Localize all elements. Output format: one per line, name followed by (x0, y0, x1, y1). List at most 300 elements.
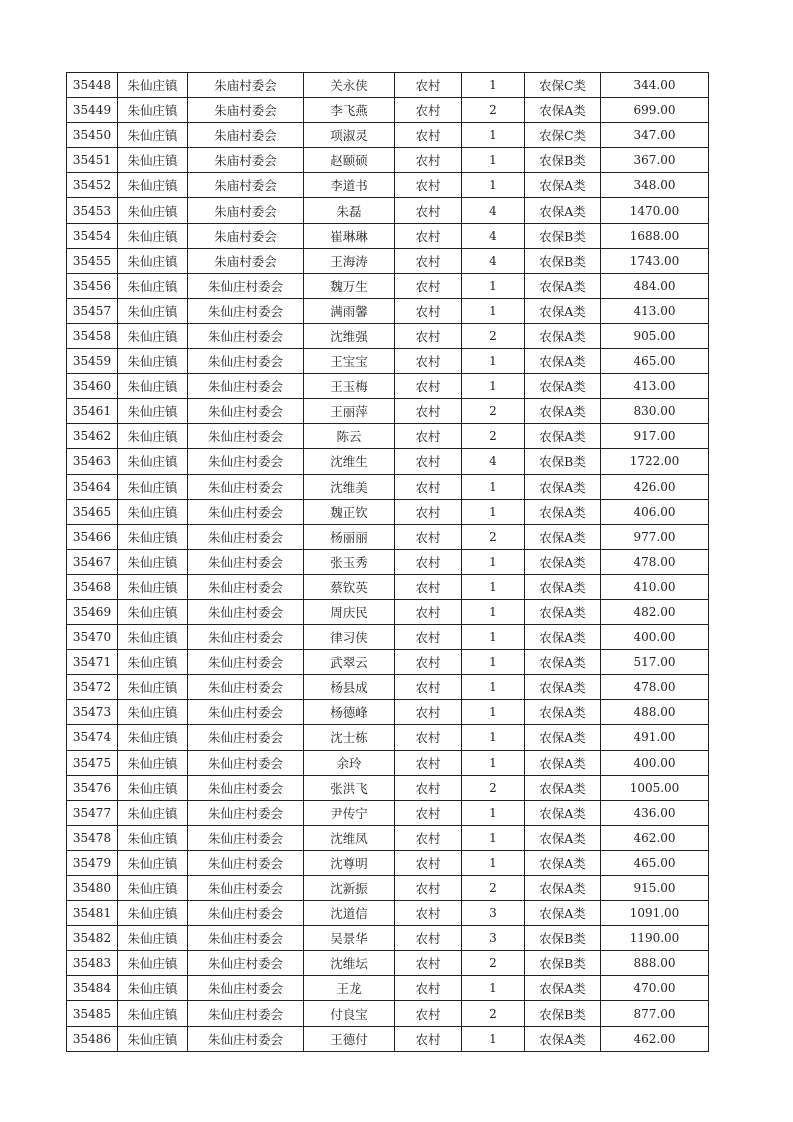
cell-household-count: 1 (462, 349, 525, 374)
cell-amount: 1470.00 (601, 198, 709, 223)
cell-insurance-class: 农保A类 (525, 750, 601, 775)
cell-town: 朱仙庄镇 (118, 98, 188, 123)
table-row (67, 349, 709, 374)
cell-village: 朱仙庄村委会 (188, 599, 304, 624)
cell-id: 35457 (67, 298, 118, 323)
cell-village: 朱仙庄村委会 (188, 574, 304, 599)
cell-village: 朱仙庄村委会 (188, 474, 304, 499)
table-row (67, 850, 709, 875)
cell-name: 蔡钦英 (304, 574, 395, 599)
cell-id: 35471 (67, 650, 118, 675)
cell-insurance-class: 农保B类 (525, 248, 601, 273)
cell-amount: 1091.00 (601, 901, 709, 926)
cell-village: 朱仙庄村委会 (188, 273, 304, 298)
cell-amount: 905.00 (601, 323, 709, 348)
cell-id: 35464 (67, 474, 118, 499)
cell-name: 沈维凤 (304, 825, 395, 850)
cell-name: 王海涛 (304, 248, 395, 273)
cell-household-count: 1 (462, 574, 525, 599)
cell-town: 朱仙庄镇 (118, 73, 188, 98)
cell-area: 农村 (395, 675, 462, 700)
cell-household-count: 1 (462, 750, 525, 775)
cell-village: 朱仙庄村委会 (188, 976, 304, 1001)
cell-insurance-class: 农保A类 (525, 173, 601, 198)
cell-amount: 977.00 (601, 524, 709, 549)
cell-insurance-class: 农保A类 (525, 775, 601, 800)
table-row (67, 599, 709, 624)
cell-area: 农村 (395, 323, 462, 348)
cell-town: 朱仙庄镇 (118, 725, 188, 750)
cell-household-count: 1 (462, 976, 525, 1001)
cell-village: 朱仙庄村委会 (188, 499, 304, 524)
cell-amount: 462.00 (601, 825, 709, 850)
cell-village: 朱仙庄村委会 (188, 374, 304, 399)
cell-village: 朱庙村委会 (188, 123, 304, 148)
cell-insurance-class: 农保A类 (525, 650, 601, 675)
cell-household-count: 2 (462, 876, 525, 901)
cell-household-count: 2 (462, 399, 525, 424)
cell-household-count: 1 (462, 298, 525, 323)
cell-id: 35462 (67, 424, 118, 449)
cell-village: 朱庙村委会 (188, 248, 304, 273)
cell-insurance-class: 农保A类 (525, 424, 601, 449)
table-row (67, 800, 709, 825)
cell-town: 朱仙庄镇 (118, 1026, 188, 1051)
cell-name: 魏万生 (304, 273, 395, 298)
cell-household-count: 2 (462, 524, 525, 549)
cell-area: 农村 (395, 248, 462, 273)
cell-amount: 367.00 (601, 148, 709, 173)
cell-id: 35479 (67, 850, 118, 875)
cell-area: 农村 (395, 650, 462, 675)
cell-insurance-class: 农保A类 (525, 976, 601, 1001)
cell-household-count: 1 (462, 73, 525, 98)
cell-amount: 1005.00 (601, 775, 709, 800)
cell-town: 朱仙庄镇 (118, 424, 188, 449)
cell-area: 农村 (395, 173, 462, 198)
cell-area: 农村 (395, 1001, 462, 1026)
cell-household-count: 1 (462, 650, 525, 675)
cell-name: 沈维强 (304, 323, 395, 348)
cell-name: 周庆民 (304, 599, 395, 624)
cell-insurance-class: 农保A类 (525, 825, 601, 850)
cell-town: 朱仙庄镇 (118, 449, 188, 474)
cell-insurance-class: 农保A类 (525, 625, 601, 650)
cell-village: 朱仙庄村委会 (188, 725, 304, 750)
cell-insurance-class: 农保A类 (525, 675, 601, 700)
cell-area: 农村 (395, 148, 462, 173)
table-row (67, 474, 709, 499)
cell-amount: 488.00 (601, 700, 709, 725)
cell-amount: 406.00 (601, 499, 709, 524)
cell-amount: 413.00 (601, 374, 709, 399)
cell-amount: 484.00 (601, 273, 709, 298)
cell-village: 朱仙庄村委会 (188, 524, 304, 549)
cell-town: 朱仙庄镇 (118, 499, 188, 524)
cell-household-count: 1 (462, 273, 525, 298)
cell-amount: 517.00 (601, 650, 709, 675)
cell-village: 朱仙庄村委会 (188, 775, 304, 800)
cell-name: 沈士栋 (304, 725, 395, 750)
cell-household-count: 1 (462, 625, 525, 650)
cell-town: 朱仙庄镇 (118, 850, 188, 875)
cell-town: 朱仙庄镇 (118, 474, 188, 499)
cell-household-count: 2 (462, 775, 525, 800)
cell-amount: 877.00 (601, 1001, 709, 1026)
table-body (67, 73, 709, 1052)
table-row (67, 549, 709, 574)
cell-town: 朱仙庄镇 (118, 750, 188, 775)
cell-id: 35455 (67, 248, 118, 273)
cell-id: 35449 (67, 98, 118, 123)
cell-household-count: 1 (462, 474, 525, 499)
table-row (67, 223, 709, 248)
cell-village: 朱仙庄村委会 (188, 323, 304, 348)
table-row (67, 98, 709, 123)
cell-id: 35467 (67, 549, 118, 574)
cell-amount: 470.00 (601, 976, 709, 1001)
cell-name: 余玲 (304, 750, 395, 775)
cell-name: 崔琳琳 (304, 223, 395, 248)
cell-area: 农村 (395, 549, 462, 574)
cell-id: 35474 (67, 725, 118, 750)
cell-insurance-class: 农保A类 (525, 273, 601, 298)
cell-id: 35466 (67, 524, 118, 549)
table-row (67, 976, 709, 1001)
cell-household-count: 1 (462, 675, 525, 700)
cell-village: 朱仙庄村委会 (188, 901, 304, 926)
cell-id: 35465 (67, 499, 118, 524)
cell-insurance-class: 农保A类 (525, 524, 601, 549)
cell-insurance-class: 农保A类 (525, 98, 601, 123)
cell-village: 朱仙庄村委会 (188, 424, 304, 449)
cell-amount: 491.00 (601, 725, 709, 750)
cell-id: 35461 (67, 399, 118, 424)
cell-town: 朱仙庄镇 (118, 825, 188, 850)
cell-amount: 436.00 (601, 800, 709, 825)
cell-village: 朱仙庄村委会 (188, 951, 304, 976)
cell-town: 朱仙庄镇 (118, 173, 188, 198)
cell-town: 朱仙庄镇 (118, 650, 188, 675)
cell-household-count: 1 (462, 374, 525, 399)
cell-village: 朱仙庄村委会 (188, 675, 304, 700)
cell-id: 35463 (67, 449, 118, 474)
cell-insurance-class: 农保B类 (525, 926, 601, 951)
cell-amount: 915.00 (601, 876, 709, 901)
cell-amount: 478.00 (601, 675, 709, 700)
table-row (67, 901, 709, 926)
table-row (67, 148, 709, 173)
cell-area: 农村 (395, 775, 462, 800)
cell-amount: 426.00 (601, 474, 709, 499)
cell-area: 农村 (395, 123, 462, 148)
cell-village: 朱庙村委会 (188, 73, 304, 98)
cell-town: 朱仙庄镇 (118, 901, 188, 926)
cell-area: 农村 (395, 374, 462, 399)
cell-name: 王龙 (304, 976, 395, 1001)
cell-household-count: 2 (462, 98, 525, 123)
cell-name: 张洪飞 (304, 775, 395, 800)
table-row (67, 1001, 709, 1026)
cell-town: 朱仙庄镇 (118, 800, 188, 825)
cell-amount: 482.00 (601, 599, 709, 624)
cell-id: 35486 (67, 1026, 118, 1051)
cell-amount: 830.00 (601, 399, 709, 424)
cell-id: 35459 (67, 349, 118, 374)
cell-area: 农村 (395, 474, 462, 499)
cell-id: 35481 (67, 901, 118, 926)
cell-insurance-class: 农保A类 (525, 399, 601, 424)
table-row (67, 951, 709, 976)
cell-name: 杨丽丽 (304, 524, 395, 549)
cell-village: 朱庙村委会 (188, 148, 304, 173)
cell-household-count: 2 (462, 951, 525, 976)
cell-name: 李道书 (304, 173, 395, 198)
cell-insurance-class: 农保A类 (525, 599, 601, 624)
cell-village: 朱庙村委会 (188, 198, 304, 223)
cell-area: 农村 (395, 825, 462, 850)
cell-insurance-class: 农保A类 (525, 876, 601, 901)
cell-area: 农村 (395, 850, 462, 875)
cell-village: 朱仙庄村委会 (188, 625, 304, 650)
cell-area: 农村 (395, 951, 462, 976)
cell-insurance-class: 农保B类 (525, 148, 601, 173)
cell-insurance-class: 农保A类 (525, 474, 601, 499)
cell-area: 农村 (395, 800, 462, 825)
cell-name: 尹传宁 (304, 800, 395, 825)
cell-id: 35456 (67, 273, 118, 298)
cell-town: 朱仙庄镇 (118, 248, 188, 273)
cell-village: 朱仙庄村委会 (188, 800, 304, 825)
table-row (67, 323, 709, 348)
table-row (67, 374, 709, 399)
cell-insurance-class: 农保A类 (525, 549, 601, 574)
cell-id: 35454 (67, 223, 118, 248)
cell-id: 35452 (67, 173, 118, 198)
cell-insurance-class: 农保C类 (525, 123, 601, 148)
table-row (67, 198, 709, 223)
table-row (67, 173, 709, 198)
cell-name: 项淑灵 (304, 123, 395, 148)
cell-insurance-class: 农保A类 (525, 1026, 601, 1051)
cell-id: 35448 (67, 73, 118, 98)
cell-name: 沈尊明 (304, 850, 395, 875)
cell-name: 沈维美 (304, 474, 395, 499)
cell-household-count: 2 (462, 323, 525, 348)
cell-town: 朱仙庄镇 (118, 926, 188, 951)
table-row (67, 876, 709, 901)
cell-id: 35477 (67, 800, 118, 825)
cell-area: 农村 (395, 198, 462, 223)
cell-household-count: 4 (462, 248, 525, 273)
cell-area: 农村 (395, 976, 462, 1001)
cell-name: 李飞燕 (304, 98, 395, 123)
cell-name: 陈云 (304, 424, 395, 449)
cell-insurance-class: 农保A类 (525, 800, 601, 825)
cell-town: 朱仙庄镇 (118, 223, 188, 248)
cell-village: 朱仙庄村委会 (188, 1001, 304, 1026)
cell-household-count: 1 (462, 599, 525, 624)
cell-village: 朱仙庄村委会 (188, 399, 304, 424)
cell-household-count: 1 (462, 123, 525, 148)
cell-id: 35476 (67, 775, 118, 800)
cell-name: 杨德峰 (304, 700, 395, 725)
cell-name: 沈维坛 (304, 951, 395, 976)
table-row (67, 399, 709, 424)
cell-area: 农村 (395, 574, 462, 599)
cell-household-count: 1 (462, 148, 525, 173)
cell-amount: 344.00 (601, 73, 709, 98)
cell-name: 王宝宝 (304, 349, 395, 374)
cell-name: 赵颐硕 (304, 148, 395, 173)
table-row (67, 650, 709, 675)
cell-village: 朱仙庄村委会 (188, 349, 304, 374)
table-row (67, 449, 709, 474)
cell-town: 朱仙庄镇 (118, 273, 188, 298)
cell-town: 朱仙庄镇 (118, 700, 188, 725)
cell-household-count: 4 (462, 223, 525, 248)
cell-id: 35458 (67, 323, 118, 348)
cell-id: 35469 (67, 599, 118, 624)
cell-id: 35478 (67, 825, 118, 850)
cell-id: 35470 (67, 625, 118, 650)
table-row (67, 750, 709, 775)
cell-amount: 1688.00 (601, 223, 709, 248)
cell-area: 农村 (395, 223, 462, 248)
cell-area: 农村 (395, 599, 462, 624)
cell-area: 农村 (395, 98, 462, 123)
cell-household-count: 1 (462, 1026, 525, 1051)
cell-amount: 478.00 (601, 549, 709, 574)
cell-town: 朱仙庄镇 (118, 775, 188, 800)
cell-amount: 347.00 (601, 123, 709, 148)
cell-amount: 1190.00 (601, 926, 709, 951)
cell-name: 武翠云 (304, 650, 395, 675)
cell-area: 农村 (395, 901, 462, 926)
cell-town: 朱仙庄镇 (118, 976, 188, 1001)
cell-village: 朱庙村委会 (188, 223, 304, 248)
cell-amount: 888.00 (601, 951, 709, 976)
cell-household-count: 1 (462, 800, 525, 825)
cell-village: 朱仙庄村委会 (188, 700, 304, 725)
cell-town: 朱仙庄镇 (118, 625, 188, 650)
cell-area: 农村 (395, 399, 462, 424)
cell-name: 张玉秀 (304, 549, 395, 574)
cell-area: 农村 (395, 625, 462, 650)
cell-amount: 1722.00 (601, 449, 709, 474)
cell-town: 朱仙庄镇 (118, 123, 188, 148)
cell-name: 沈新振 (304, 876, 395, 901)
cell-insurance-class: 农保A类 (525, 374, 601, 399)
cell-village: 朱仙庄村委会 (188, 850, 304, 875)
cell-town: 朱仙庄镇 (118, 549, 188, 574)
cell-amount: 465.00 (601, 349, 709, 374)
cell-town: 朱仙庄镇 (118, 298, 188, 323)
cell-insurance-class: 农保B类 (525, 223, 601, 248)
cell-area: 农村 (395, 273, 462, 298)
cell-amount: 1743.00 (601, 248, 709, 273)
cell-town: 朱仙庄镇 (118, 198, 188, 223)
cell-town: 朱仙庄镇 (118, 399, 188, 424)
cell-household-count: 1 (462, 173, 525, 198)
cell-id: 35472 (67, 675, 118, 700)
cell-insurance-class: 农保A类 (525, 349, 601, 374)
cell-amount: 462.00 (601, 1026, 709, 1051)
cell-village: 朱仙庄村委会 (188, 449, 304, 474)
table-row (67, 424, 709, 449)
cell-household-count: 4 (462, 449, 525, 474)
cell-household-count: 1 (462, 725, 525, 750)
cell-insurance-class: 农保A类 (525, 901, 601, 926)
cell-area: 农村 (395, 524, 462, 549)
cell-village: 朱仙庄村委会 (188, 298, 304, 323)
table-row (67, 926, 709, 951)
cell-town: 朱仙庄镇 (118, 349, 188, 374)
table-row (67, 123, 709, 148)
cell-id: 35483 (67, 951, 118, 976)
cell-household-count: 2 (462, 424, 525, 449)
table-row (67, 574, 709, 599)
cell-name: 魏正钦 (304, 499, 395, 524)
cell-id: 35453 (67, 198, 118, 223)
table-row (67, 248, 709, 273)
cell-household-count: 1 (462, 825, 525, 850)
cell-insurance-class: 农保A类 (525, 323, 601, 348)
cell-village: 朱仙庄村委会 (188, 549, 304, 574)
cell-area: 农村 (395, 499, 462, 524)
cell-id: 35451 (67, 148, 118, 173)
cell-name: 律习侠 (304, 625, 395, 650)
cell-household-count: 1 (462, 700, 525, 725)
cell-name: 沈道信 (304, 901, 395, 926)
cell-id: 35485 (67, 1001, 118, 1026)
table-row (67, 524, 709, 549)
cell-household-count: 3 (462, 926, 525, 951)
cell-name: 朱磊 (304, 198, 395, 223)
cell-amount: 465.00 (601, 850, 709, 875)
cell-household-count: 1 (462, 549, 525, 574)
cell-id: 35468 (67, 574, 118, 599)
cell-village: 朱庙村委会 (188, 98, 304, 123)
cell-village: 朱仙庄村委会 (188, 650, 304, 675)
cell-insurance-class: 农保B类 (525, 951, 601, 976)
cell-area: 农村 (395, 424, 462, 449)
cell-amount: 410.00 (601, 574, 709, 599)
cell-name: 王玉梅 (304, 374, 395, 399)
cell-amount: 400.00 (601, 625, 709, 650)
cell-name: 王德付 (304, 1026, 395, 1051)
cell-insurance-class: 农保C类 (525, 73, 601, 98)
cell-town: 朱仙庄镇 (118, 574, 188, 599)
cell-insurance-class: 农保A类 (525, 574, 601, 599)
cell-town: 朱仙庄镇 (118, 524, 188, 549)
cell-insurance-class: 农保A类 (525, 298, 601, 323)
cell-area: 农村 (395, 73, 462, 98)
cell-name: 满雨馨 (304, 298, 395, 323)
cell-name: 沈维生 (304, 449, 395, 474)
cell-insurance-class: 农保A类 (525, 725, 601, 750)
cell-household-count: 1 (462, 850, 525, 875)
cell-area: 农村 (395, 349, 462, 374)
cell-household-count: 2 (462, 1001, 525, 1026)
cell-village: 朱庙村委会 (188, 173, 304, 198)
table-row (67, 825, 709, 850)
cell-town: 朱仙庄镇 (118, 951, 188, 976)
cell-name: 王丽萍 (304, 399, 395, 424)
cell-area: 农村 (395, 725, 462, 750)
table-row (67, 700, 709, 725)
table-row (67, 775, 709, 800)
